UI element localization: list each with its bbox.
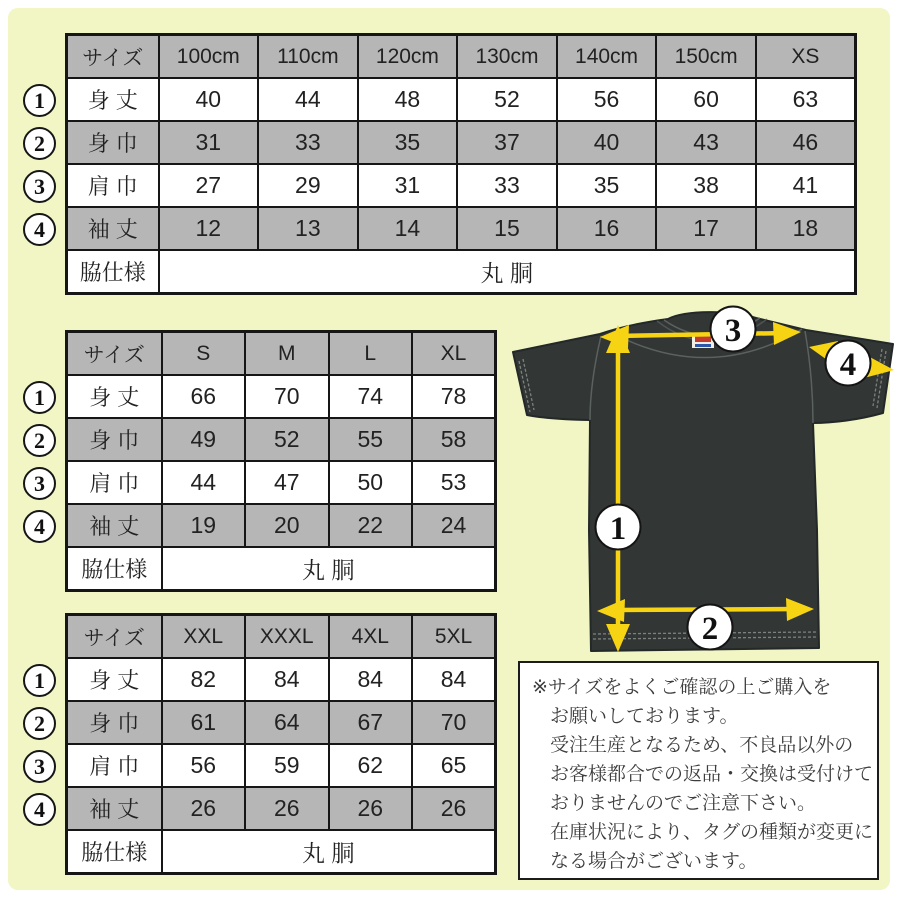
adult-size-table-group	[23, 330, 497, 592]
shoulder-width-arrow	[614, 333, 788, 336]
row-label: 身 巾	[67, 418, 162, 461]
notice-line: 在庫状況により、タグの種類が変更に	[550, 822, 874, 843]
cell-value: 84	[245, 658, 329, 701]
row-label: 肩 巾	[67, 164, 159, 207]
row-label: 肩 巾	[67, 744, 162, 787]
table-row	[67, 504, 496, 547]
table-row	[67, 701, 496, 744]
column-header: 140cm	[557, 35, 657, 79]
cell-value: 64	[245, 701, 329, 744]
size-table-kids	[65, 33, 857, 295]
row-label: 肩 巾	[67, 461, 162, 504]
marker-digit-4: 4	[839, 347, 857, 383]
cell-value: 33	[258, 121, 358, 164]
row-label: 袖 丈	[67, 504, 162, 547]
footer-label: 脇仕様	[67, 830, 162, 874]
cell-value: 43	[656, 121, 756, 164]
notice-line: なる場合がございます。	[550, 851, 758, 872]
notice-line: お客様都合での返品・交換は受付けて	[550, 764, 874, 785]
circled-number: 4	[23, 510, 56, 543]
circled-number: 3	[23, 467, 56, 500]
cell-value: 29	[258, 164, 358, 207]
kids-size-table-group	[23, 33, 857, 295]
plus-size-table-group	[23, 613, 497, 875]
cell-value: 47	[245, 461, 329, 504]
cell-value: 26	[412, 787, 496, 830]
footer-row	[67, 250, 856, 294]
cell-value: 70	[245, 375, 329, 418]
notice-line: お願いしております。	[550, 706, 739, 727]
size-corner-label: サイズ	[67, 332, 162, 376]
circled-number: 4	[23, 793, 56, 826]
cell-value: 46	[756, 121, 856, 164]
cell-value: 22	[329, 504, 413, 547]
cell-value: 61	[162, 701, 246, 744]
row-label: 身 丈	[67, 375, 162, 418]
cell-value: 44	[162, 461, 246, 504]
cell-value: 40	[557, 121, 657, 164]
footer-value: 丸 胴	[162, 830, 496, 874]
cell-value: 49	[162, 418, 246, 461]
column-header: 4XL	[329, 615, 413, 659]
footer-label: 脇仕様	[67, 547, 162, 591]
cell-value: 60	[656, 78, 756, 121]
cell-value: 56	[557, 78, 657, 121]
table-row	[67, 418, 496, 461]
cell-value: 44	[258, 78, 358, 121]
footer-value: 丸 胴	[162, 547, 496, 591]
cell-value: 78	[412, 375, 496, 418]
footer-row	[67, 830, 496, 874]
footer-row	[67, 547, 496, 591]
cell-value: 65	[412, 744, 496, 787]
row-label: 袖 丈	[67, 207, 159, 250]
cell-value: 56	[162, 744, 246, 787]
cell-value: 41	[756, 164, 856, 207]
cell-value: 62	[329, 744, 413, 787]
cell-value: 24	[412, 504, 496, 547]
cell-value: 12	[159, 207, 259, 250]
circled-number: 2	[23, 127, 56, 160]
cell-value: 67	[329, 701, 413, 744]
circled-number: 4	[23, 213, 56, 246]
cell-value: 59	[245, 744, 329, 787]
size-corner-label: サイズ	[67, 615, 162, 659]
row-label: 身 巾	[67, 701, 162, 744]
cell-value: 50	[329, 461, 413, 504]
cell-value: 55	[329, 418, 413, 461]
circled-number: 2	[23, 424, 56, 457]
notice-box	[518, 661, 879, 880]
row-label: 身 丈	[67, 78, 159, 121]
header-row	[67, 35, 856, 79]
circled-number: 1	[23, 664, 56, 697]
cell-value: 74	[329, 375, 413, 418]
marker-digit-1: 1	[609, 511, 627, 547]
column-header: XXL	[162, 615, 246, 659]
circled-number: 1	[23, 381, 56, 414]
row-label: 身 巾	[67, 121, 159, 164]
cell-value: 26	[245, 787, 329, 830]
cell-value: 40	[159, 78, 259, 121]
cell-value: 35	[358, 121, 458, 164]
cell-value: 18	[756, 207, 856, 250]
column-header: 5XL	[412, 615, 496, 659]
cell-value: 52	[245, 418, 329, 461]
column-header: 120cm	[358, 35, 458, 79]
column-header: 110cm	[258, 35, 358, 79]
column-header: XL	[412, 332, 496, 376]
cell-value: 17	[656, 207, 756, 250]
cell-value: 27	[159, 164, 259, 207]
cell-value: 31	[358, 164, 458, 207]
cell-value: 33	[457, 164, 557, 207]
column-header: S	[162, 332, 246, 376]
circled-number: 3	[23, 170, 56, 203]
notice-line: ※サイズをよくご確認の上ご購入を	[532, 677, 832, 698]
size-table-plus	[65, 613, 497, 875]
column-header: XS	[756, 35, 856, 79]
table-row	[67, 207, 856, 250]
table-row	[67, 744, 496, 787]
cell-value: 20	[245, 504, 329, 547]
cell-value: 19	[162, 504, 246, 547]
table-row	[67, 787, 496, 830]
marker-digit-3: 3	[724, 313, 742, 349]
cell-value: 70	[412, 701, 496, 744]
cell-value: 38	[656, 164, 756, 207]
cell-value: 84	[412, 658, 496, 701]
column-header: 130cm	[457, 35, 557, 79]
column-header: XXXL	[245, 615, 329, 659]
cell-value: 16	[557, 207, 657, 250]
cell-value: 52	[457, 78, 557, 121]
circled-number: 1	[23, 84, 56, 117]
cell-value: 14	[358, 207, 458, 250]
tshirt-diagram	[500, 296, 900, 664]
cell-value: 26	[162, 787, 246, 830]
cell-value: 63	[756, 78, 856, 121]
column-header: 100cm	[159, 35, 259, 79]
notice-line: おりませんのでご注意下さい。	[550, 793, 817, 814]
header-row	[67, 332, 496, 376]
table-row	[67, 375, 496, 418]
table-row	[67, 164, 856, 207]
footer-value: 丸 胴	[159, 250, 856, 294]
circled-number: 3	[23, 750, 56, 783]
row-label: 袖 丈	[67, 787, 162, 830]
cell-value: 26	[329, 787, 413, 830]
circled-number: 2	[23, 707, 56, 740]
cell-value: 13	[258, 207, 358, 250]
notice-line: 受注生産となるため、不良品以外の	[550, 735, 854, 756]
cell-value: 35	[557, 164, 657, 207]
footer-label: 脇仕様	[67, 250, 159, 294]
header-row	[67, 615, 496, 659]
table-row	[67, 78, 856, 121]
marker-digit-2: 2	[701, 611, 719, 647]
column-header: M	[245, 332, 329, 376]
table-row	[67, 461, 496, 504]
cell-value: 15	[457, 207, 557, 250]
cell-value: 58	[412, 418, 496, 461]
size-corner-label: サイズ	[67, 35, 159, 79]
size-table-adult	[65, 330, 497, 592]
table-row	[67, 658, 496, 701]
table-row	[67, 121, 856, 164]
cell-value: 53	[412, 461, 496, 504]
cell-value: 84	[329, 658, 413, 701]
row-label: 身 丈	[67, 658, 162, 701]
cell-value: 66	[162, 375, 246, 418]
cell-value: 48	[358, 78, 458, 121]
cell-value: 82	[162, 658, 246, 701]
cell-value: 31	[159, 121, 259, 164]
cell-value: 37	[457, 121, 557, 164]
column-header: 150cm	[656, 35, 756, 79]
column-header: L	[329, 332, 413, 376]
